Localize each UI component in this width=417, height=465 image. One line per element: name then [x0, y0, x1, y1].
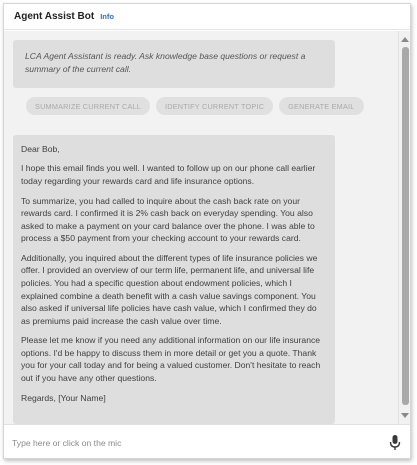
generate-email-button[interactable]: GENERATE EMAIL — [279, 97, 363, 115]
bot-title: Agent Assist Bot — [14, 11, 95, 22]
scrollbar-thumb[interactable] — [402, 47, 409, 405]
chat-header — [4, 4, 410, 30]
status-message — [13, 40, 335, 88]
microphone-icon[interactable] — [388, 434, 402, 452]
quick-actions — [26, 97, 364, 115]
vertical-scrollbar[interactable] — [398, 31, 411, 424]
identify-topic-button[interactable]: IDENTIFY CURRENT TOPIC — [156, 97, 273, 115]
summarize-call-button[interactable]: SUMMARIZE CURRENT CALL — [26, 97, 150, 115]
email-paragraph: Please let me know if you need any additional information on our life insurance options. I'd be happy to discuss them in more detail or get you a quote. Thank you for your call today and for being a valued customer. Don't hesitate to reach out if you have any other questions. — [21, 335, 321, 384]
email-paragraph: To summarize, you had called to inquire about the cash back rate on your rewards card. I confirmed it is 2% cash back on everyday spending. You also asked to make a payment on your card balance over the phone. I was able to process a $50 payment from your checking account to your rewards card. — [21, 195, 315, 244]
message-composer — [4, 424, 410, 459]
email-paragraph: Additionally, you inquired about the different types of life insurance policies we offer. I provided an overview of our term life, permanent life, and universal life policies. You had a specific question about endowment policies, which I explained combine a death benefit with a cash value savings component. You also asked if universal life policies have cash value, which I confirmed they do as premiums paid increase the cash value over time. — [21, 252, 318, 326]
email-paragraph: I hope this email finds you well. I wanted to follow up on our phone call earlier today regarding your rewards card and life insurance options. — [21, 163, 316, 187]
email-draft-message — [13, 135, 335, 424]
info-link[interactable]: Info — [100, 12, 114, 21]
message-input[interactable] — [12, 434, 372, 452]
chat-transcript[interactable] — [4, 31, 398, 424]
email-greeting: Dear Bob, — [21, 144, 60, 154]
chat-window — [3, 3, 411, 459]
scroll-down-arrow-icon[interactable] — [401, 413, 409, 418]
status-message-text: LCA Agent Assistant is ready. Ask knowledge base questions or request a summary of the current call. — [25, 51, 306, 74]
scroll-up-arrow-icon[interactable] — [401, 37, 409, 42]
email-signoff: Regards, [Your Name] — [21, 392, 106, 403]
